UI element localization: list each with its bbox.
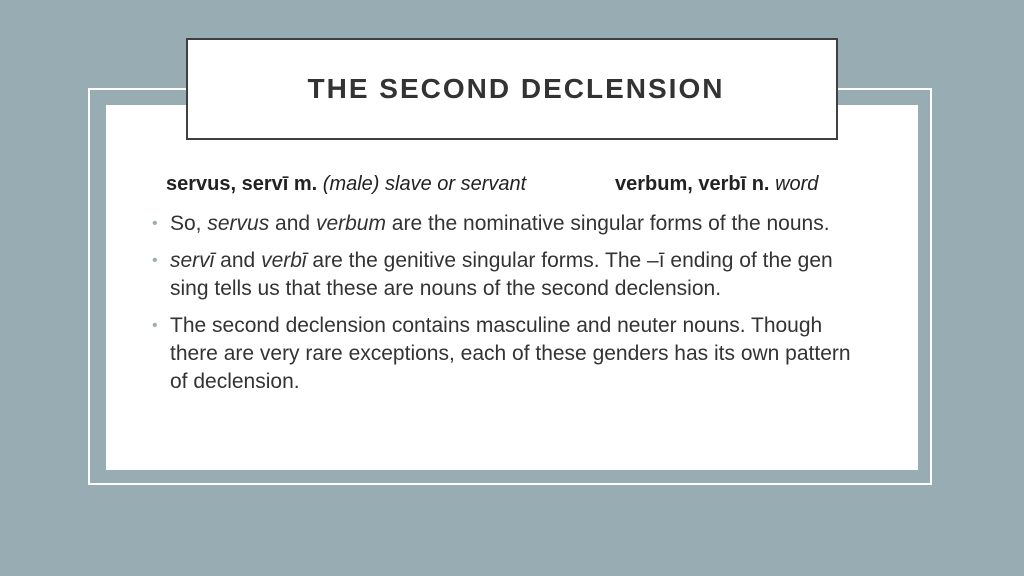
vocab-row xyxy=(166,173,866,203)
bullet-segment: are the nominative singular forms of the nouns. xyxy=(385,212,830,235)
vocab-definition: (male) slave or servant xyxy=(322,173,527,195)
bullet-item xyxy=(152,210,872,238)
bullet-segment: are the genitive singular forms. The –ī ending of the gen sing tells us that these are nouns of the second declension. xyxy=(170,249,833,300)
bullet-item xyxy=(152,247,872,303)
bullet-segment: The second declension contains masculine and neuter nouns. Though there are very rare exceptions, each of these genders has its own pattern of declension. xyxy=(170,314,851,393)
bullet-dot: • xyxy=(152,215,158,232)
title-box xyxy=(186,38,838,140)
vocab-entry-verbum xyxy=(615,173,818,196)
vocab-entry-servus xyxy=(166,173,526,196)
bullet-segment: and xyxy=(214,249,262,272)
bullet-segment-italic: servī xyxy=(170,249,215,272)
bullet-list xyxy=(152,210,872,405)
bullet-item xyxy=(152,312,872,396)
vocab-definition: word xyxy=(775,173,819,195)
bullet-segment-italic: verbī xyxy=(261,249,307,272)
bullet-dot: • xyxy=(152,317,158,334)
vocab-word: servus, servī m. xyxy=(166,173,318,195)
bullet-segment: So, xyxy=(170,212,208,235)
slide-title: THE SECOND DECLENSION xyxy=(307,73,725,104)
bullet-dot: • xyxy=(152,252,158,269)
bullet-segment: and xyxy=(269,212,316,235)
bullet-segment-italic: verbum xyxy=(315,212,386,235)
vocab-word: verbum, verbī n. xyxy=(615,173,770,195)
bullet-segment-italic: servus xyxy=(207,212,270,235)
